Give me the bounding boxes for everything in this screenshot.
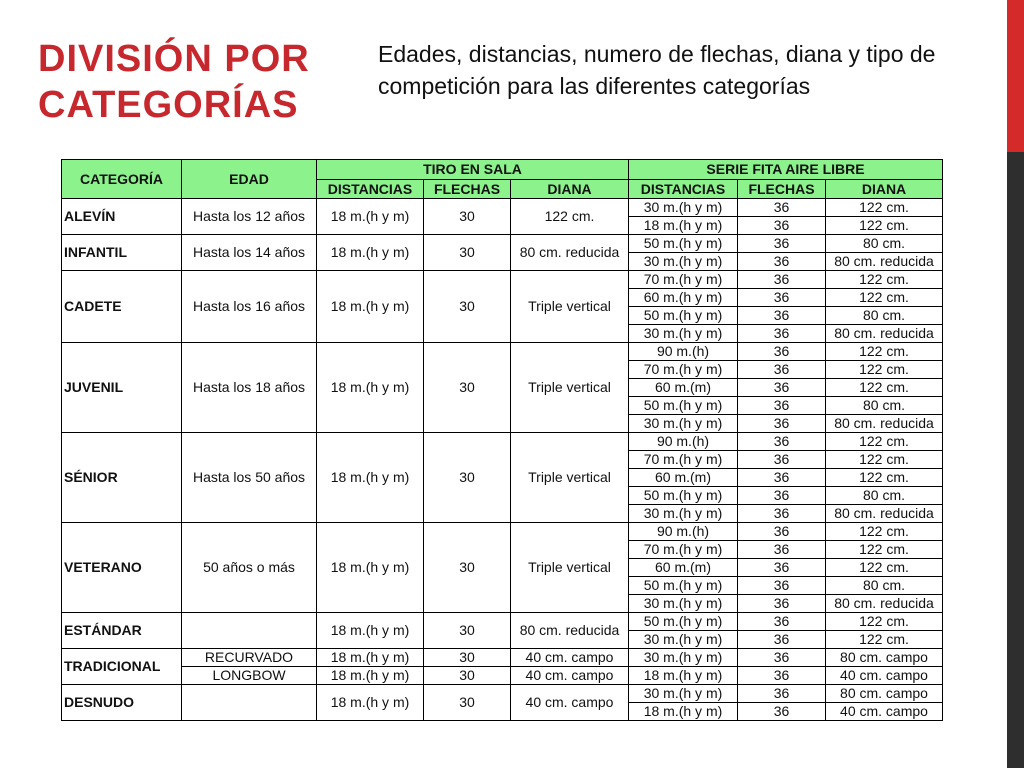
fita-target-cell: 122 cm. xyxy=(826,469,943,487)
sala-target-cell: 40 cm. campo xyxy=(511,649,629,667)
fita-distance-cell: 18 m.(h y m) xyxy=(629,217,738,235)
sala-arrows-cell: 30 xyxy=(424,685,511,721)
sala-distance-cell: 18 m.(h y m) xyxy=(317,685,424,721)
category-name: ESTÁNDAR xyxy=(62,613,182,649)
fita-target-cell: 122 cm. xyxy=(826,631,943,649)
fita-distance-cell: 70 m.(h y m) xyxy=(629,271,738,289)
slide-subtitle: Edades, distancias, numero de flechas, diana y tipo de competición para las diferentes categorías xyxy=(378,41,936,99)
fita-distance-cell: 30 m.(h y m) xyxy=(629,649,738,667)
sala-target-cell: Triple vertical xyxy=(511,343,629,433)
fita-arrows-cell: 36 xyxy=(738,595,826,613)
category-name: SÉNIOR xyxy=(62,433,182,523)
fita-distance-cell: 60 m.(m) xyxy=(629,559,738,577)
bow-type-cell: RECURVADO xyxy=(182,649,317,667)
fita-distance-cell: 90 m.(h) xyxy=(629,523,738,541)
age-cell xyxy=(182,685,317,721)
category-name: TRADICIONAL xyxy=(62,649,182,685)
fita-target-cell: 80 cm. reducida xyxy=(826,415,943,433)
fita-target-cell: 122 cm. xyxy=(826,289,943,307)
table-row xyxy=(62,613,943,631)
table-row xyxy=(62,235,943,253)
fita-arrows-cell: 36 xyxy=(738,199,826,217)
fita-arrows-cell: 36 xyxy=(738,271,826,289)
fita-arrows-cell: 36 xyxy=(738,577,826,595)
header-categoria: CATEGORÍA xyxy=(62,160,182,199)
fita-arrows-cell: 36 xyxy=(738,361,826,379)
fita-distance-cell: 60 m.(h y m) xyxy=(629,289,738,307)
table-row xyxy=(62,685,943,703)
fita-target-cell: 80 cm. reducida xyxy=(826,595,943,613)
fita-arrows-cell: 36 xyxy=(738,325,826,343)
fita-arrows-cell: 36 xyxy=(738,649,826,667)
fita-target-cell: 122 cm. xyxy=(826,343,943,361)
fita-distance-cell: 18 m.(h y m) xyxy=(629,667,738,685)
fita-target-cell: 122 cm. xyxy=(826,379,943,397)
fita-arrows-cell: 36 xyxy=(738,289,826,307)
sala-target-cell: 80 cm. reducida xyxy=(511,613,629,649)
fita-target-cell: 122 cm. xyxy=(826,541,943,559)
fita-distance-cell: 90 m.(h) xyxy=(629,343,738,361)
sala-distance-cell: 18 m.(h y m) xyxy=(317,649,424,667)
fita-arrows-cell: 36 xyxy=(738,703,826,721)
fita-arrows-cell: 36 xyxy=(738,631,826,649)
header-fita-diana: DIANA xyxy=(826,180,943,199)
fita-distance-cell: 50 m.(h y m) xyxy=(629,307,738,325)
fita-arrows-cell: 36 xyxy=(738,541,826,559)
sala-distance-cell: 18 m.(h y m) xyxy=(317,343,424,433)
age-cell: Hasta los 14 años xyxy=(182,235,317,271)
fita-distance-cell: 70 m.(h y m) xyxy=(629,451,738,469)
fita-distance-cell: 30 m.(h y m) xyxy=(629,685,738,703)
category-name: INFANTIL xyxy=(62,235,182,271)
age-cell: Hasta los 12 años xyxy=(182,199,317,235)
sala-target-cell: 40 cm. campo xyxy=(511,667,629,685)
header-serie-fita: SERIE FITA AIRE LIBRE xyxy=(629,160,943,180)
fita-arrows-cell: 36 xyxy=(738,217,826,235)
fita-arrows-cell: 36 xyxy=(738,343,826,361)
category-table xyxy=(61,159,943,721)
fita-arrows-cell: 36 xyxy=(738,253,826,271)
sala-arrows-cell: 30 xyxy=(424,343,511,433)
fita-target-cell: 122 cm. xyxy=(826,199,943,217)
age-cell: 50 años o más xyxy=(182,523,317,613)
sala-target-cell: 40 cm. campo xyxy=(511,685,629,721)
fita-arrows-cell: 36 xyxy=(738,415,826,433)
fita-target-cell: 80 cm. xyxy=(826,577,943,595)
category-name: JUVENIL xyxy=(62,343,182,433)
fita-arrows-cell: 36 xyxy=(738,307,826,325)
fita-arrows-cell: 36 xyxy=(738,451,826,469)
fita-target-cell: 80 cm. campo xyxy=(826,685,943,703)
sala-distance-cell: 18 m.(h y m) xyxy=(317,199,424,235)
table-row xyxy=(62,199,943,217)
fita-target-cell: 122 cm. xyxy=(826,271,943,289)
sala-arrows-cell: 30 xyxy=(424,433,511,523)
fita-distance-cell: 90 m.(h) xyxy=(629,433,738,451)
age-cell: Hasta los 18 años xyxy=(182,343,317,433)
fita-arrows-cell: 36 xyxy=(738,433,826,451)
sala-arrows-cell: 30 xyxy=(424,271,511,343)
age-cell: Hasta los 50 años xyxy=(182,433,317,523)
fita-distance-cell: 30 m.(h y m) xyxy=(629,325,738,343)
fita-arrows-cell: 36 xyxy=(738,523,826,541)
fita-target-cell: 40 cm. campo xyxy=(826,703,943,721)
fita-target-cell: 80 cm. xyxy=(826,397,943,415)
sala-arrows-cell: 30 xyxy=(424,523,511,613)
age-cell xyxy=(182,613,317,649)
fita-distance-cell: 60 m.(m) xyxy=(629,379,738,397)
fita-distance-cell: 50 m.(h y m) xyxy=(629,613,738,631)
category-name: ALEVÍN xyxy=(62,199,182,235)
sala-distance-cell: 18 m.(h y m) xyxy=(317,523,424,613)
header-sala-flechas: FLECHAS xyxy=(424,180,511,199)
fita-arrows-cell: 36 xyxy=(738,505,826,523)
fita-distance-cell: 70 m.(h y m) xyxy=(629,361,738,379)
table-row xyxy=(62,649,943,667)
accent-bar-top xyxy=(1007,0,1024,152)
header-fita-distancias: DISTANCIAS xyxy=(629,180,738,199)
fita-target-cell: 122 cm. xyxy=(826,523,943,541)
fita-arrows-cell: 36 xyxy=(738,487,826,505)
sala-target-cell: 122 cm. xyxy=(511,199,629,235)
table-row xyxy=(62,433,943,451)
sala-distance-cell: 18 m.(h y m) xyxy=(317,667,424,685)
sala-distance-cell: 18 m.(h y m) xyxy=(317,271,424,343)
header-fita-flechas: FLECHAS xyxy=(738,180,826,199)
category-table-body xyxy=(62,199,943,721)
table-row xyxy=(62,523,943,541)
fita-arrows-cell: 36 xyxy=(738,613,826,631)
sala-arrows-cell: 30 xyxy=(424,613,511,649)
sala-arrows-cell: 30 xyxy=(424,667,511,685)
fita-target-cell: 80 cm. reducida xyxy=(826,505,943,523)
fita-distance-cell: 30 m.(h y m) xyxy=(629,505,738,523)
sala-target-cell: Triple vertical xyxy=(511,271,629,343)
fita-target-cell: 80 cm. xyxy=(826,235,943,253)
fita-arrows-cell: 36 xyxy=(738,685,826,703)
fita-distance-cell: 30 m.(h y m) xyxy=(629,595,738,613)
sala-target-cell: 80 cm. reducida xyxy=(511,235,629,271)
header-tiro-en-sala: TIRO EN SALA xyxy=(317,160,629,180)
header-sala-diana: DIANA xyxy=(511,180,629,199)
category-name: CADETE xyxy=(62,271,182,343)
sala-arrows-cell: 30 xyxy=(424,235,511,271)
sala-arrows-cell: 30 xyxy=(424,649,511,667)
sala-distance-cell: 18 m.(h y m) xyxy=(317,433,424,523)
accent-bar-bottom xyxy=(1007,152,1024,768)
fita-target-cell: 122 cm. xyxy=(826,559,943,577)
fita-arrows-cell: 36 xyxy=(738,397,826,415)
slide-title: DIVISIÓN POR CATEGORÍAS xyxy=(38,38,310,126)
fita-target-cell: 122 cm. xyxy=(826,217,943,235)
header-edad: EDAD xyxy=(182,160,317,199)
fita-target-cell: 122 cm. xyxy=(826,613,943,631)
sala-arrows-cell: 30 xyxy=(424,199,511,235)
fita-distance-cell: 18 m.(h y m) xyxy=(629,703,738,721)
bow-type-cell: LONGBOW xyxy=(182,667,317,685)
table-row xyxy=(62,343,943,361)
category-name: DESNUDO xyxy=(62,685,182,721)
fita-target-cell: 80 cm. reducida xyxy=(826,253,943,271)
table-row xyxy=(62,271,943,289)
fita-arrows-cell: 36 xyxy=(738,667,826,685)
fita-distance-cell: 50 m.(h y m) xyxy=(629,235,738,253)
fita-arrows-cell: 36 xyxy=(738,379,826,397)
sala-target-cell: Triple vertical xyxy=(511,433,629,523)
fita-target-cell: 80 cm. campo xyxy=(826,649,943,667)
sala-target-cell: Triple vertical xyxy=(511,523,629,613)
fita-arrows-cell: 36 xyxy=(738,559,826,577)
fita-arrows-cell: 36 xyxy=(738,469,826,487)
fita-target-cell: 40 cm. campo xyxy=(826,667,943,685)
fita-target-cell: 122 cm. xyxy=(826,451,943,469)
fita-arrows-cell: 36 xyxy=(738,235,826,253)
fita-distance-cell: 30 m.(h y m) xyxy=(629,199,738,217)
age-cell: Hasta los 16 años xyxy=(182,271,317,343)
fita-distance-cell: 50 m.(h y m) xyxy=(629,397,738,415)
fita-target-cell: 80 cm. xyxy=(826,307,943,325)
fita-distance-cell: 30 m.(h y m) xyxy=(629,415,738,433)
category-name: VETERANO xyxy=(62,523,182,613)
fita-distance-cell: 30 m.(h y m) xyxy=(629,631,738,649)
fita-target-cell: 122 cm. xyxy=(826,433,943,451)
fita-distance-cell: 60 m.(m) xyxy=(629,469,738,487)
fita-distance-cell: 50 m.(h y m) xyxy=(629,487,738,505)
fita-target-cell: 122 cm. xyxy=(826,361,943,379)
fita-distance-cell: 70 m.(h y m) xyxy=(629,541,738,559)
header-sala-distancias: DISTANCIAS xyxy=(317,180,424,199)
fita-target-cell: 80 cm. reducida xyxy=(826,325,943,343)
fita-distance-cell: 30 m.(h y m) xyxy=(629,253,738,271)
fita-distance-cell: 50 m.(h y m) xyxy=(629,577,738,595)
fita-target-cell: 80 cm. xyxy=(826,487,943,505)
table-row xyxy=(62,667,943,685)
sala-distance-cell: 18 m.(h y m) xyxy=(317,613,424,649)
header-row-top xyxy=(62,160,943,180)
sala-distance-cell: 18 m.(h y m) xyxy=(317,235,424,271)
